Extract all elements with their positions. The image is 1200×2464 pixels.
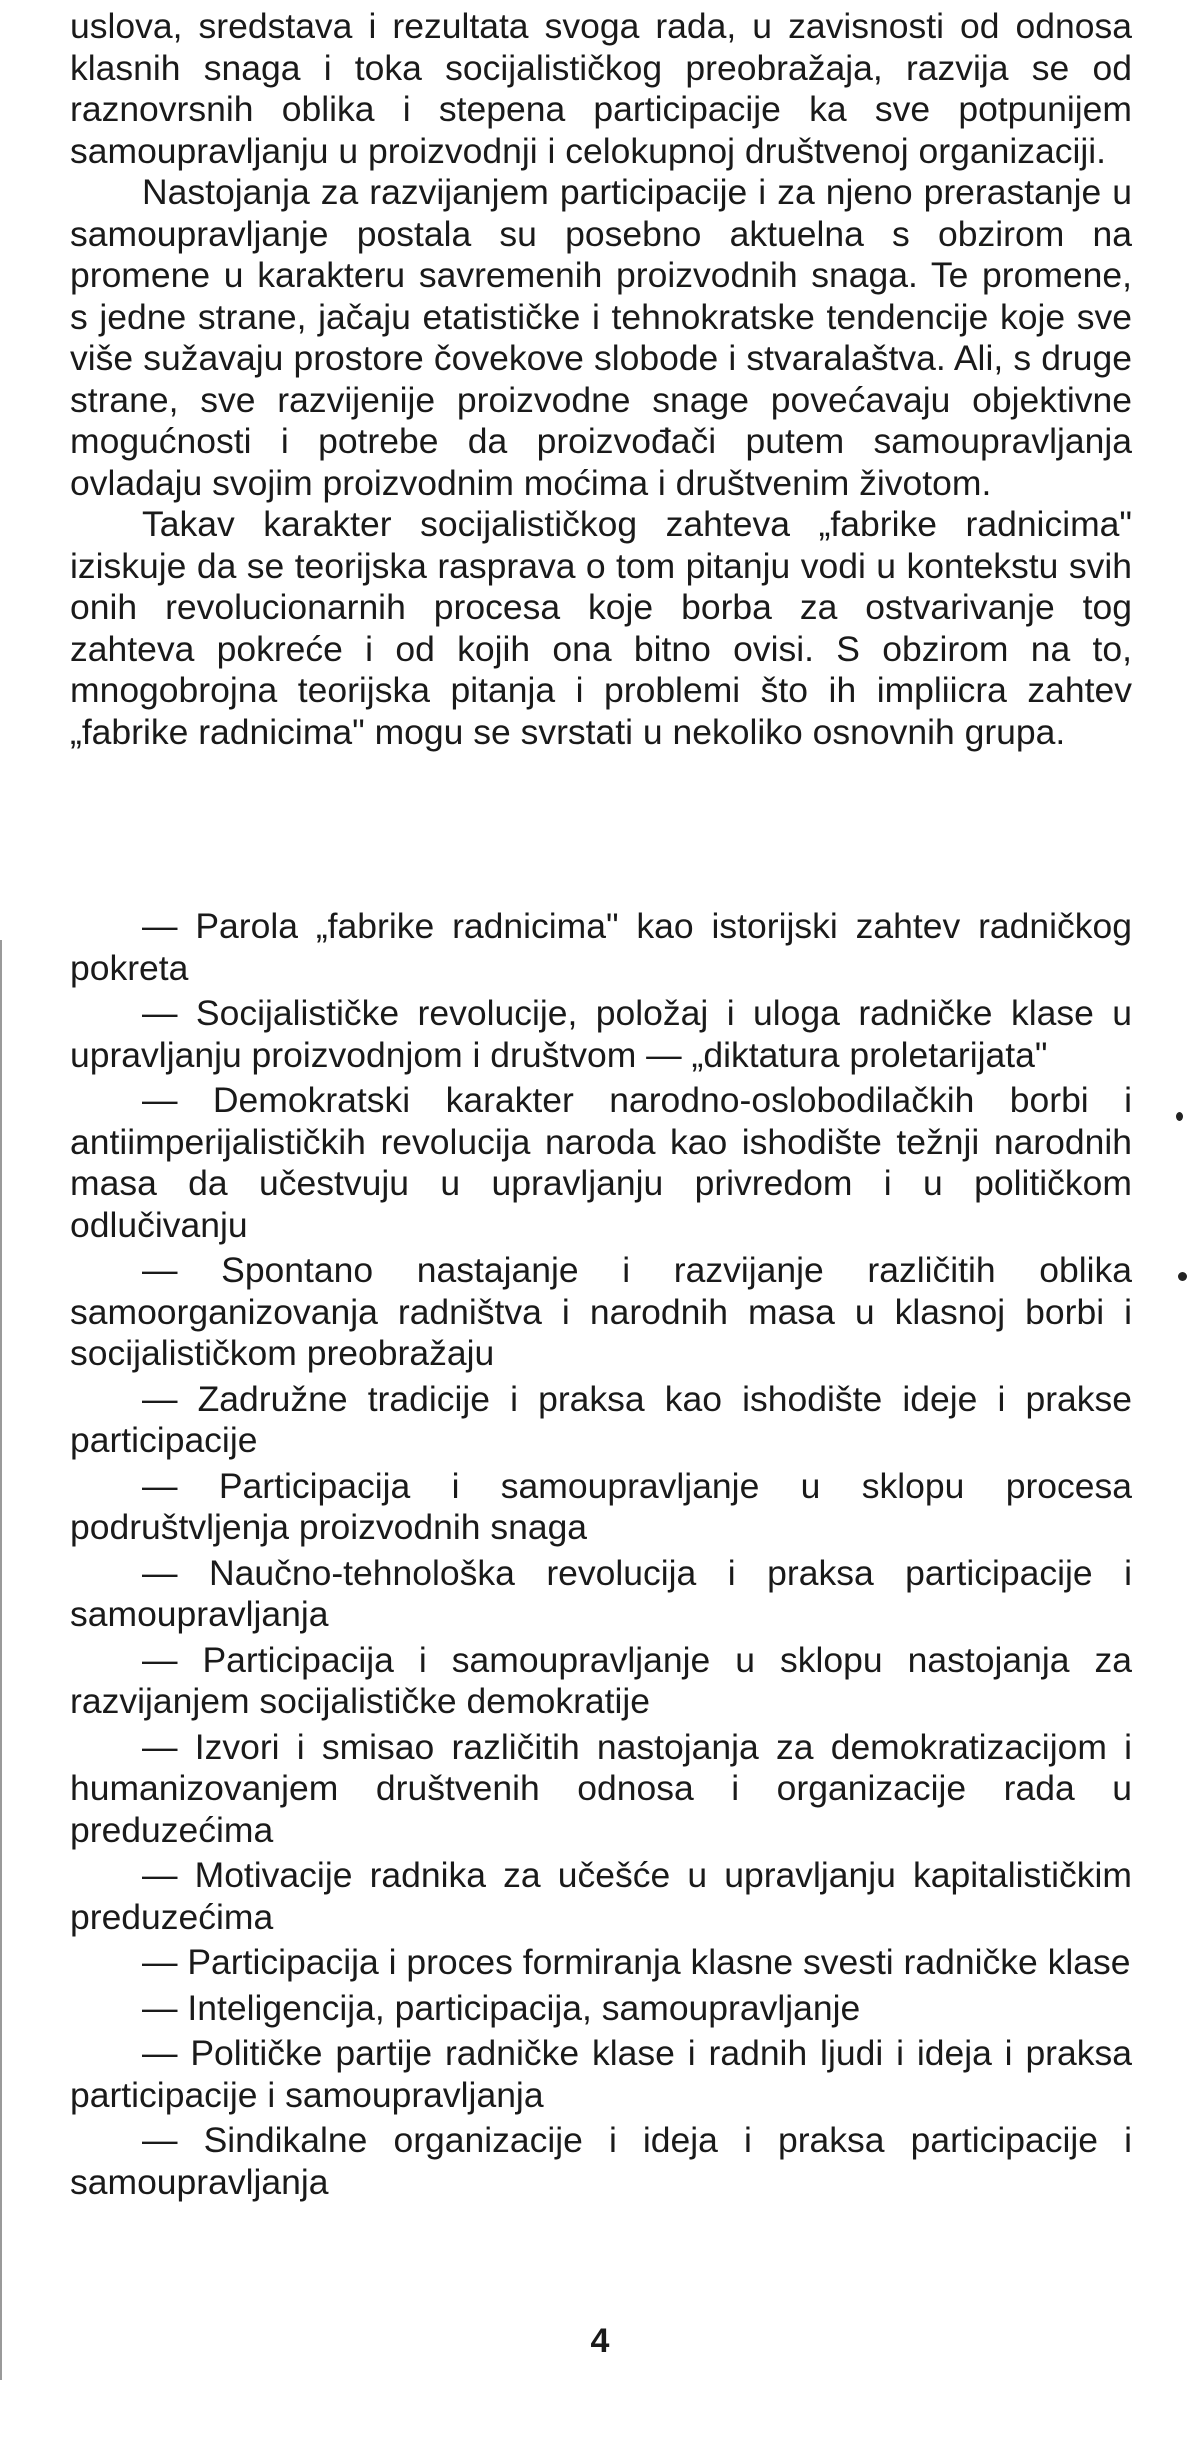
topic-item: — Političke partije radničke klase i radnih ljudi i ideja i praksa participacije i samoupravljanja (70, 2033, 1132, 2115)
topic-item: — Motivacije radnika za učešće u upravljanju kapitalističkim preduzećima (70, 1855, 1132, 1937)
topic-item: — Parola „fabrike radnicima" kao istorijski zahtev radničkog pokreta (70, 906, 1132, 988)
topic-item: — Participacija i proces formiranja klasne svesti radničke klase (142, 1942, 1131, 1982)
intro-paragraph: Nastojanja za razvijanjem participacije i za njeno prerastanje u samoupravljanje postala su posebno aktuelna s obzirom na promene u karakteru savremenih proizvodnih snaga. Te promene, s jedne strane, jačaju etatističke i tehnokratske tendencije koje sve više sužavaju prostore čovekove slobode i stvaralaštva. Ali, s druge strane, sve razvijenije proizvodne snage povećavaju objektivne mogućnosti i potrebe da proizvođači putem samoupravljanja ovladaju svojim proizvodnim moćima i društvenim životom. (70, 172, 1132, 503)
scan-speck (1178, 1272, 1187, 1281)
topic-item: — Demokratski karakter narodno-oslobodilačkih borbi i antiimperijalističkih revolucija naroda kao ishodište težnji narodnih masa da učestvuju u upravljanju privredom i u političkom odlučivanju (70, 1080, 1132, 1245)
topic-item: — Participacija i samoupravljanje u sklopu procesa podruštvljenja proizvodnih snaga (70, 1465, 1132, 1547)
topic-item: — Zadružne tradicije i praksa kao ishodište ideje i prakse participacije (70, 1378, 1132, 1460)
topic-item: — Inteligencija, participacija, samoupravljanje (142, 1987, 861, 2028)
topic-item: — Naučno-tehnološka revolucija i praksa participacije i samoupravljanja (70, 1552, 1132, 1634)
page-edge-line (0, 940, 2, 2380)
intro-text (70, 6, 1132, 753)
page-number: 4 (590, 2322, 610, 2360)
scan-speck (1176, 1112, 1183, 1121)
topic-item: — Participacija i samoupravljanje u sklopu nastojanja za razvijanjem socijalističke demokratije (70, 1639, 1132, 1721)
topic-item: — Spontano nastajanje i razvijanje različitih oblika samoorganizovanja radništva i narodnih masa u klasnoj borbi i socijalističkom preobražaju (70, 1250, 1132, 1373)
intro-paragraph: uslova, sredstava i rezultata svoga rada, u zavisnosti od odnosa klasnih snaga i toka socijalističkog preobražaja, razvija se od raznovrsnih oblika i stepena participacije ka sve potpunijem samoupravljanju u proizvodnji i celokupnoj društvenoj organizaciji. (70, 6, 1132, 171)
intro-paragraph: Takav karakter socijalističkog zahteva „fabrike radnicima" iziskuje da se teorijska rasprava o tom pitanju vodi u kontekstu svih onih revolucionarnih procesa koje borba za ostvarivanje tog zahteva pokreće i od kojih ona bitno ovisi. S obzirom na to, mnogobrojna teorijska pitanja i problemi što ih impliicra zahtev „fabrike radnicima" mogu se svrstati u nekoliko osnovnih grupa. (70, 504, 1132, 752)
topic-item: — Izvori i smisao različitih nastojanja za demokratizacijom i humanizovanjem društvenih odnosa i organizacije rada u preduzećima (70, 1726, 1132, 1850)
topic-list (70, 906, 1132, 2207)
topic-item: — Socijalističke revolucije, položaj i uloga radničke klase u upravljanju proizvodnjom i društvom — „diktatura proletarijata" (70, 993, 1132, 1075)
topic-item: — Sindikalne organizacije i ideja i praksa participacije i samoupravljanja (70, 2120, 1132, 2202)
